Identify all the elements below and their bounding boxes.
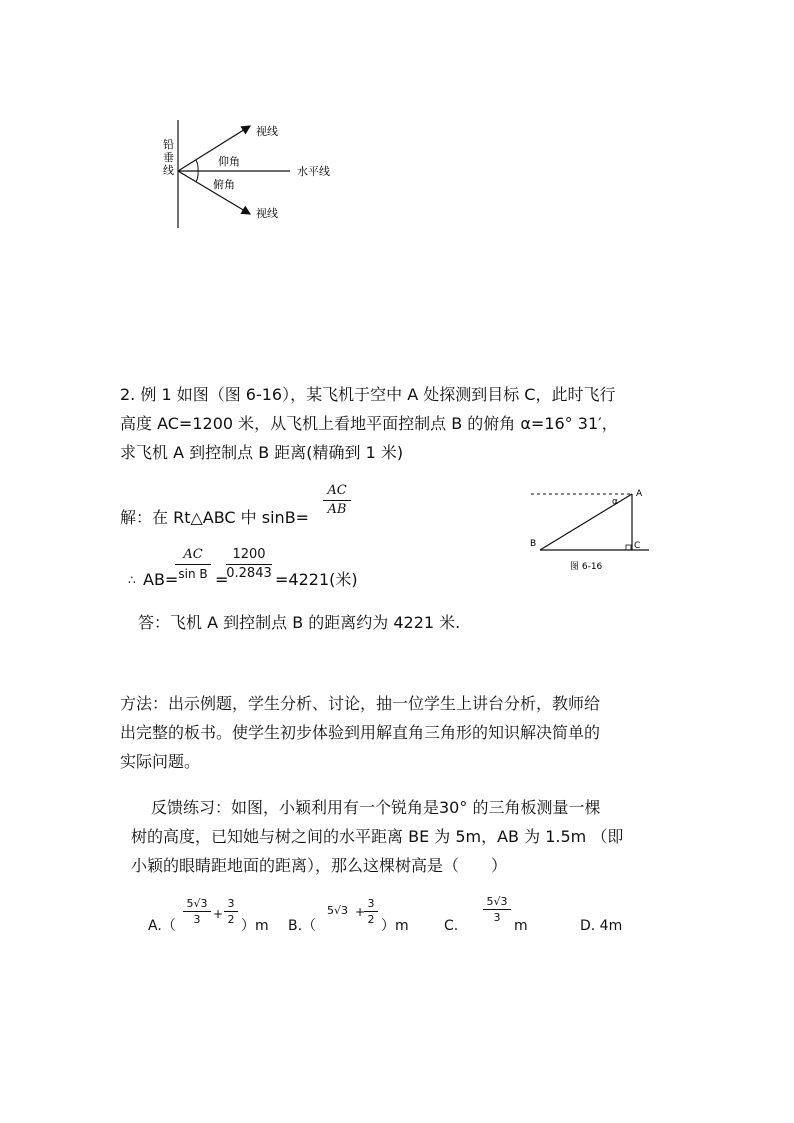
lower-sight-label: 视线 — [256, 207, 278, 220]
therefore-symbol: ∴ — [128, 573, 136, 587]
method-line-3: 实际问题。 — [120, 752, 201, 771]
practice-line-1: 反馈练习：如图，小颖利用有一个锐角是30° 的三角板测量一棵 — [151, 798, 601, 817]
example-line-1: 2. 例 1 如图（图 6-16），某飞机于空中 A 处探测到目标 C，此时飞行 — [120, 385, 616, 404]
fraction-bar — [483, 909, 511, 910]
triangle-figure-6-16 — [522, 482, 662, 574]
side-ab — [540, 494, 632, 550]
option-a-fraction-2 — [224, 897, 238, 926]
fraction-denominator: 2 — [367, 913, 375, 926]
fraction-bar — [226, 564, 272, 565]
vertex-c: C — [634, 541, 641, 551]
solution-fraction-ac-ab — [323, 483, 351, 518]
vertical-label-1: 铅 — [163, 138, 174, 151]
option-b-plus: + — [355, 905, 366, 919]
horizontal-label: 水平线 — [297, 165, 330, 178]
option-c-fraction — [483, 895, 511, 924]
depression-arc — [196, 171, 198, 182]
example-line-3: 求飞机 A 到控制点 B 距离(精确到 1 米) — [120, 443, 404, 462]
practice-line-3: 小颖的眼睛距地面的距离），那么这棵树高是（ ） — [131, 856, 508, 875]
option-b-unit: ）m — [381, 918, 409, 934]
example-line-2: 高度 AC=1200 米，从飞机上看地平面控制点 B 的俯角 α=16° 31′， — [120, 414, 618, 433]
fraction-numerator: 1200 — [232, 547, 266, 562]
fraction-bar — [183, 911, 211, 912]
right-angle-mark — [626, 545, 631, 550]
option-b-label: B.（ — [288, 918, 317, 934]
fraction-denominator: AB — [327, 502, 347, 517]
fraction-denominator: 0.2843 — [226, 566, 272, 581]
method-line-1: 方法：出示例题，学生分析、讨论，抽一位学生上讲台分析，教师给 — [120, 694, 601, 713]
fraction-bar — [224, 911, 238, 912]
practice-line-2: 树的高度，已知她与树之间的水平距离 BE 为 5m，AB 为 1.5m （即 — [131, 827, 624, 846]
elevation-depression-figure — [150, 115, 380, 235]
option-a-unit: ）m — [241, 918, 269, 934]
solution-fraction-1200 — [226, 547, 272, 582]
figure-caption: 图 6-16 — [570, 562, 603, 572]
fraction-bar — [323, 500, 351, 501]
depression-label: 俯角 — [213, 178, 235, 191]
upper-sight-label: 视线 — [256, 125, 278, 138]
fraction-denominator: 3 — [493, 911, 501, 924]
vertex-b: B — [530, 539, 537, 549]
option-b-term: 5√3 — [327, 904, 349, 917]
fraction-numerator: 5√3 — [186, 897, 208, 910]
elevation-label: 仰角 — [218, 155, 240, 168]
vertical-label-2: 垂 — [163, 151, 174, 164]
equals-sign: = — [215, 570, 229, 589]
vertex-a: A — [636, 489, 643, 499]
option-a-plus: + — [213, 907, 224, 921]
elevation-arc — [196, 160, 198, 171]
vertical-label-3: 线 — [163, 164, 174, 177]
fraction-numerator: 5√3 — [486, 895, 508, 908]
option-d: D. 4m — [580, 918, 623, 934]
fraction-numerator: 3 — [227, 897, 235, 910]
ab-equals: AB= — [143, 570, 179, 589]
option-c-unit: m — [514, 918, 528, 934]
fraction-denominator: 2 — [227, 913, 235, 926]
option-a-fraction-1 — [183, 897, 211, 926]
solution-answer: 答：飞机 A 到控制点 B 的距离约为 4221 米. — [138, 613, 461, 632]
solution-prefix: 解：在 Rt△ABC 中 sinB= — [120, 508, 310, 527]
fraction-bar — [364, 911, 378, 912]
option-a-label: A.（ — [148, 918, 176, 934]
solution-result: =4221(米) — [275, 570, 358, 589]
option-c-label: C. — [444, 918, 459, 934]
fraction-bar — [175, 564, 211, 565]
fraction-denominator: 3 — [193, 913, 201, 926]
option-b-fraction — [364, 897, 378, 926]
method-line-2: 出完整的板书。使学生初步体验到用解直角三角形的知识解决简单的 — [120, 723, 601, 742]
fraction-numerator: 3 — [367, 897, 375, 910]
fraction-denominator: sin B — [178, 567, 208, 581]
fraction-numerator: AC — [327, 483, 347, 498]
angle-alpha: α — [612, 497, 618, 507]
fraction-numerator: AC — [183, 547, 203, 562]
solution-fraction-ac-sinb — [175, 547, 211, 582]
